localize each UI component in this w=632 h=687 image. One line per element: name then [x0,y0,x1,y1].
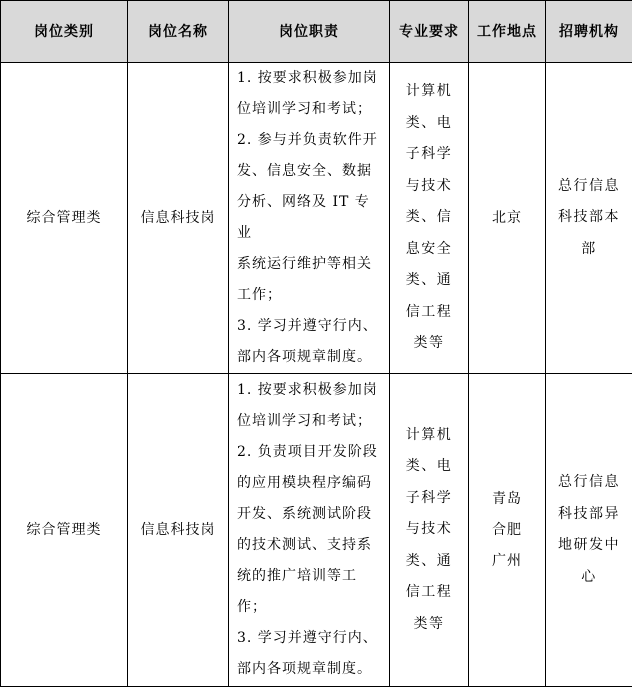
duty-line: 工作； [237,280,381,311]
major-cell [390,63,469,374]
table-row [1,374,632,687]
duty-line: 分析、网络及 IT 专业 [237,187,381,249]
duty-line: 3. 学习并遵守行内、 [237,311,381,342]
duties-cell [229,63,390,374]
location-item: 广州 [492,546,522,577]
location-item: 北京 [492,203,522,234]
duty-line: 发、信息安全、数据 [237,156,381,187]
org-text: 总行信息科技部本部 [558,171,620,266]
category-cell: 综合管理类 [1,374,128,687]
major-text: 计算机类、电子科学与技术类、通信工程类等 [399,420,459,641]
location-cell [469,374,546,687]
location-cell [469,63,546,374]
duty-line: 位培训学习和考试； [237,94,381,125]
header-org: 招聘机构 [546,1,632,63]
duty-line: 2. 负责项目开发阶段 [237,437,381,468]
duty-line: 部内各项规章制度。 [237,342,381,373]
duty-line: 开发、系统测试阶段 [237,499,381,530]
duty-line: 1. 按要求积极参加岗 [237,375,381,406]
location-item: 合肥 [492,515,522,546]
header-row [1,1,632,63]
table-header [1,1,632,63]
duty-line: 作； [237,592,381,623]
duty-line: 的应用模块程序编码 [237,468,381,499]
duty-line: 系统运行维护等相关 [237,249,381,280]
header-category: 岗位类别 [1,1,128,63]
header-name: 岗位名称 [128,1,229,63]
duty-line: 1. 按要求积极参加岗 [237,63,381,94]
position-name-cell: 信息科技岗 [128,374,229,687]
position-name-cell: 信息科技岗 [128,63,229,374]
duty-line: 3. 学习并遵守行内、 [237,623,381,654]
major-cell [390,374,469,687]
org-cell [546,374,632,687]
duty-line: 的技术测试、支持系 [237,530,381,561]
header-location: 工作地点 [469,1,546,63]
header-major: 专业要求 [390,1,469,63]
org-cell [546,63,632,374]
duty-line: 2. 参与并负责软件开 [237,125,381,156]
header-duties: 岗位职责 [229,1,390,63]
major-text: 计算机类、电子科学与技术类、信息安全类、通信工程类等 [399,76,459,360]
org-text: 总行信息科技部异地研发中心 [558,467,620,593]
location-item: 青岛 [492,484,522,515]
duties-cell [229,374,390,687]
category-cell: 综合管理类 [1,63,128,374]
duty-line: 部内各项规章制度。 [237,654,381,685]
duty-line: 位培训学习和考试； [237,406,381,437]
duty-line: 统的推广培训等工 [237,561,381,592]
table-row [1,63,632,374]
